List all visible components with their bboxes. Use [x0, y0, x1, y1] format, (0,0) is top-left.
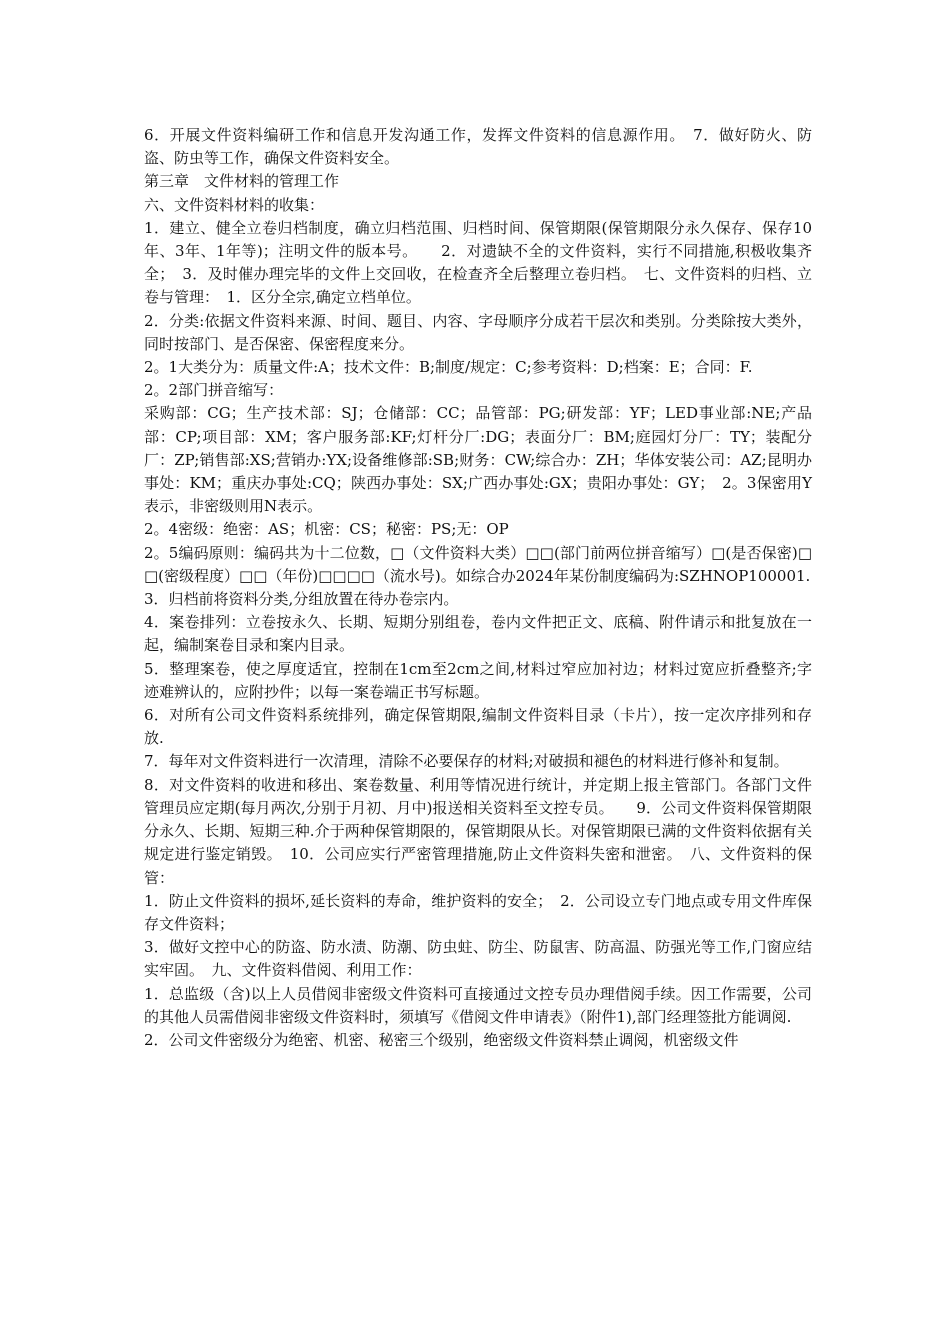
- paragraph-12: 4．案卷排列：立卷按永久、长期、短期分别组卷，卷内文件把正文、底稿、附件请示和批复放在一起，编制案卷目录和案内目录。: [144, 613, 812, 655]
- paragraph-1: 6．开展文件资料编研工作和信息开发沟通工作，发挥文件资料的信息源作用。 7．做好防火、防盗、防虫等工作，确保文件资料安全。: [144, 126, 812, 168]
- section-heading-collection: 六、文件资料材料的收集：: [144, 195, 325, 214]
- paragraph-16: 8．对文件资料的收进和移出、案卷数量、利用等情况进行统计，并定期上报主管部门。各部门文件管理员应定期(每月两次,分别于月初、月中)报送相关资料至文控专员。 9．公司文件资料保管期限分永久、长期、短期三种.介于两种保管期限的，保管期限从长。对保管期限已满的文件资料依据有关规定进行鉴定销毁。 10．公司应实行严密管理措施,防止文件资料失密和泄密。 八、文件资料的保管：: [144, 775, 812, 887]
- paragraph-8: 采购部：CG；生产技术部：SJ；仓储部：CC；品管部：PG;研发部：YF；LED事业部:NE;产品部：CP;项目部：XM；客户服务部:KF;灯杆分厂:DG；表面分厂：BM;庭园灯分厂：TY；装配分厂：ZP;销售部:XS;营销办:YX;设备维修部:SB;财务：CW;综合办：ZH；华体安装公司：AZ;昆明办事处：KM；重庆办事处:CQ；陕西办事处：SX;广西办事处:GX；贵阳办事处：GY； 2。3保密用Y表示，非密级则用N表示。: [144, 404, 812, 516]
- paragraph-20: 2．公司文件密级分为绝密、机密、秘密三个级别，绝密级文件资料禁止调阅，机密级文件: [144, 1030, 739, 1049]
- paragraph-6: 2。1大类分为：质量文件:A；技术文件：B;制度/规定：C;参考资料：D;档案：E；合同：F.: [144, 358, 753, 377]
- document-body: [144, 124, 812, 1052]
- paragraph-9: 2。4密级：绝密：AS；机密：CS；秘密：PS;无：OP: [144, 520, 509, 539]
- paragraph-17: 1．防止文件资料的损坏,延长资料的寿命，维护资料的安全； 2．公司设立专门地点或专用文件库保存文件资料；: [144, 891, 812, 933]
- paragraph-13: 5．整理案卷，使之厚度适宜，控制在1cm至2cm之间,材料过窄应加衬边；材料过宽应折叠整齐;字迹难辨认的，应附抄件；以每一案卷端正书写标题。: [144, 659, 812, 701]
- paragraph-7: 2。2部门拼音缩写：: [144, 381, 284, 400]
- chapter-heading: 第三章 文件材料的管理工作: [144, 172, 340, 191]
- paragraph-4: 1．建立、健全立卷归档制度，确立归档范围、归档时间、保管期限(保管期限分永久保存、保存10年、3年、1年等)；注明文件的版本号。 2．对遗缺不全的文件资料，实行不同措施,积极收集齐全； 3．及时催办理完毕的文件上交回收，在检查齐全后整理立卷归档。 七、文件资料的归档、立卷与管理： 1．区分全宗,确定立档单位。: [144, 218, 812, 307]
- paragraph-18: 3．做好文控中心的防盗、防水渍、防潮、防虫蛀、防尘、防鼠害、防高温、防强光等工作,门窗应结实牢固。 九、文件资料借阅、利用工作：: [144, 938, 812, 980]
- paragraph-19: 1．总监级（含)以上人员借阅非密级文件资料可直接通过文控专员办理借阅手续。因工作需要，公司的其他人员需借阅非密级文件资料时，须填写《借阅文件申请表》（附件1),部门经理签批方能调阅.: [144, 984, 812, 1026]
- paragraph-14: 6．对所有公司文件资料系统排列，确定保管期限,编制文件资料目录（卡片），按一定次序排列和存放.: [144, 706, 812, 748]
- paragraph-5: 2．分类:依据文件资料来源、时间、题目、内容、字母顺序分成若干层次和类别。分类除按大类外，同时按部门、是否保密、保密程度来分。: [144, 311, 812, 353]
- paragraph-15: 7．每年对文件资料进行一次清理，清除不必要保存的材料;对破损和褪色的材料进行修补和复制。: [144, 752, 789, 771]
- paragraph-10: 2。5编码原则：编码共为十二位数，□（文件资料大类）□□(部门前两位拼音缩写）□(是否保密)□□(密级程度）□□（年份)□□□□（流水号)。如综合办2024年某份制度编码为:SZHNOP100001.: [144, 543, 812, 585]
- paragraph-11: 3．归档前将资料分类,分组放置在待办卷宗内。: [144, 590, 459, 609]
